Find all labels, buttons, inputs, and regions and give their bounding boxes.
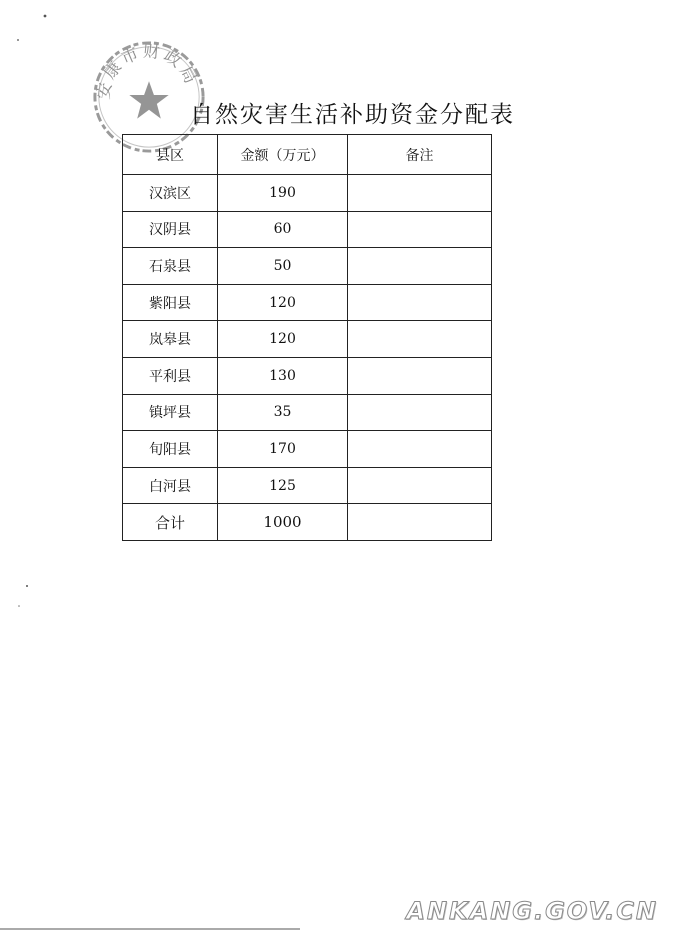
- total-row: [123, 504, 492, 541]
- cell-remarks: [348, 321, 492, 358]
- cell-amount: 120: [218, 284, 348, 321]
- total-remarks: [348, 504, 492, 541]
- cell-county: 汉滨区: [123, 175, 218, 212]
- cell-amount: 50: [218, 248, 348, 285]
- table-row: [123, 248, 492, 285]
- header-amount: 金额（万元）: [218, 135, 348, 175]
- cell-amount: 190: [218, 175, 348, 212]
- cell-remarks: [348, 357, 492, 394]
- cell-amount: 35: [218, 394, 348, 431]
- header-remarks: 备注: [348, 135, 492, 175]
- cell-remarks: [348, 394, 492, 431]
- cell-county: 紫阳县: [123, 284, 218, 321]
- table-row: [123, 394, 492, 431]
- star-icon: [129, 81, 168, 118]
- table-row: [123, 175, 492, 212]
- table-row: [123, 431, 492, 468]
- cell-remarks: [348, 431, 492, 468]
- cell-amount: 60: [218, 211, 348, 248]
- allocation-table: [122, 134, 492, 541]
- table-row: [123, 321, 492, 358]
- site-watermark: ANKANG.GOV.CN: [406, 897, 658, 925]
- cell-county: 旬阳县: [123, 431, 218, 468]
- table-row: [123, 467, 492, 504]
- cell-county: 白河县: [123, 467, 218, 504]
- cell-remarks: [348, 467, 492, 504]
- cell-remarks: [348, 211, 492, 248]
- cell-county: 岚皋县: [123, 321, 218, 358]
- table-header-row: [123, 135, 492, 175]
- table-row: [123, 211, 492, 248]
- total-amount: 1000: [218, 504, 348, 541]
- header-county: 县区: [123, 135, 218, 175]
- cell-county: 汉阴县: [123, 211, 218, 248]
- cell-remarks: [348, 248, 492, 285]
- cell-county: 镇坪县: [123, 394, 218, 431]
- cell-amount: 120: [218, 321, 348, 358]
- cell-remarks: [348, 175, 492, 212]
- cell-county: 平利县: [123, 357, 218, 394]
- cell-amount: 170: [218, 431, 348, 468]
- table-row: [123, 284, 492, 321]
- cell-amount: 125: [218, 467, 348, 504]
- cell-remarks: [348, 284, 492, 321]
- total-label: 合计: [123, 504, 218, 541]
- table-row: [123, 357, 492, 394]
- seal-text: 安康市财政局: [92, 40, 203, 101]
- cell-county: 石泉县: [123, 248, 218, 285]
- document-title: 自然灾害生活补助资金分配表: [190, 102, 515, 128]
- cell-amount: 130: [218, 357, 348, 394]
